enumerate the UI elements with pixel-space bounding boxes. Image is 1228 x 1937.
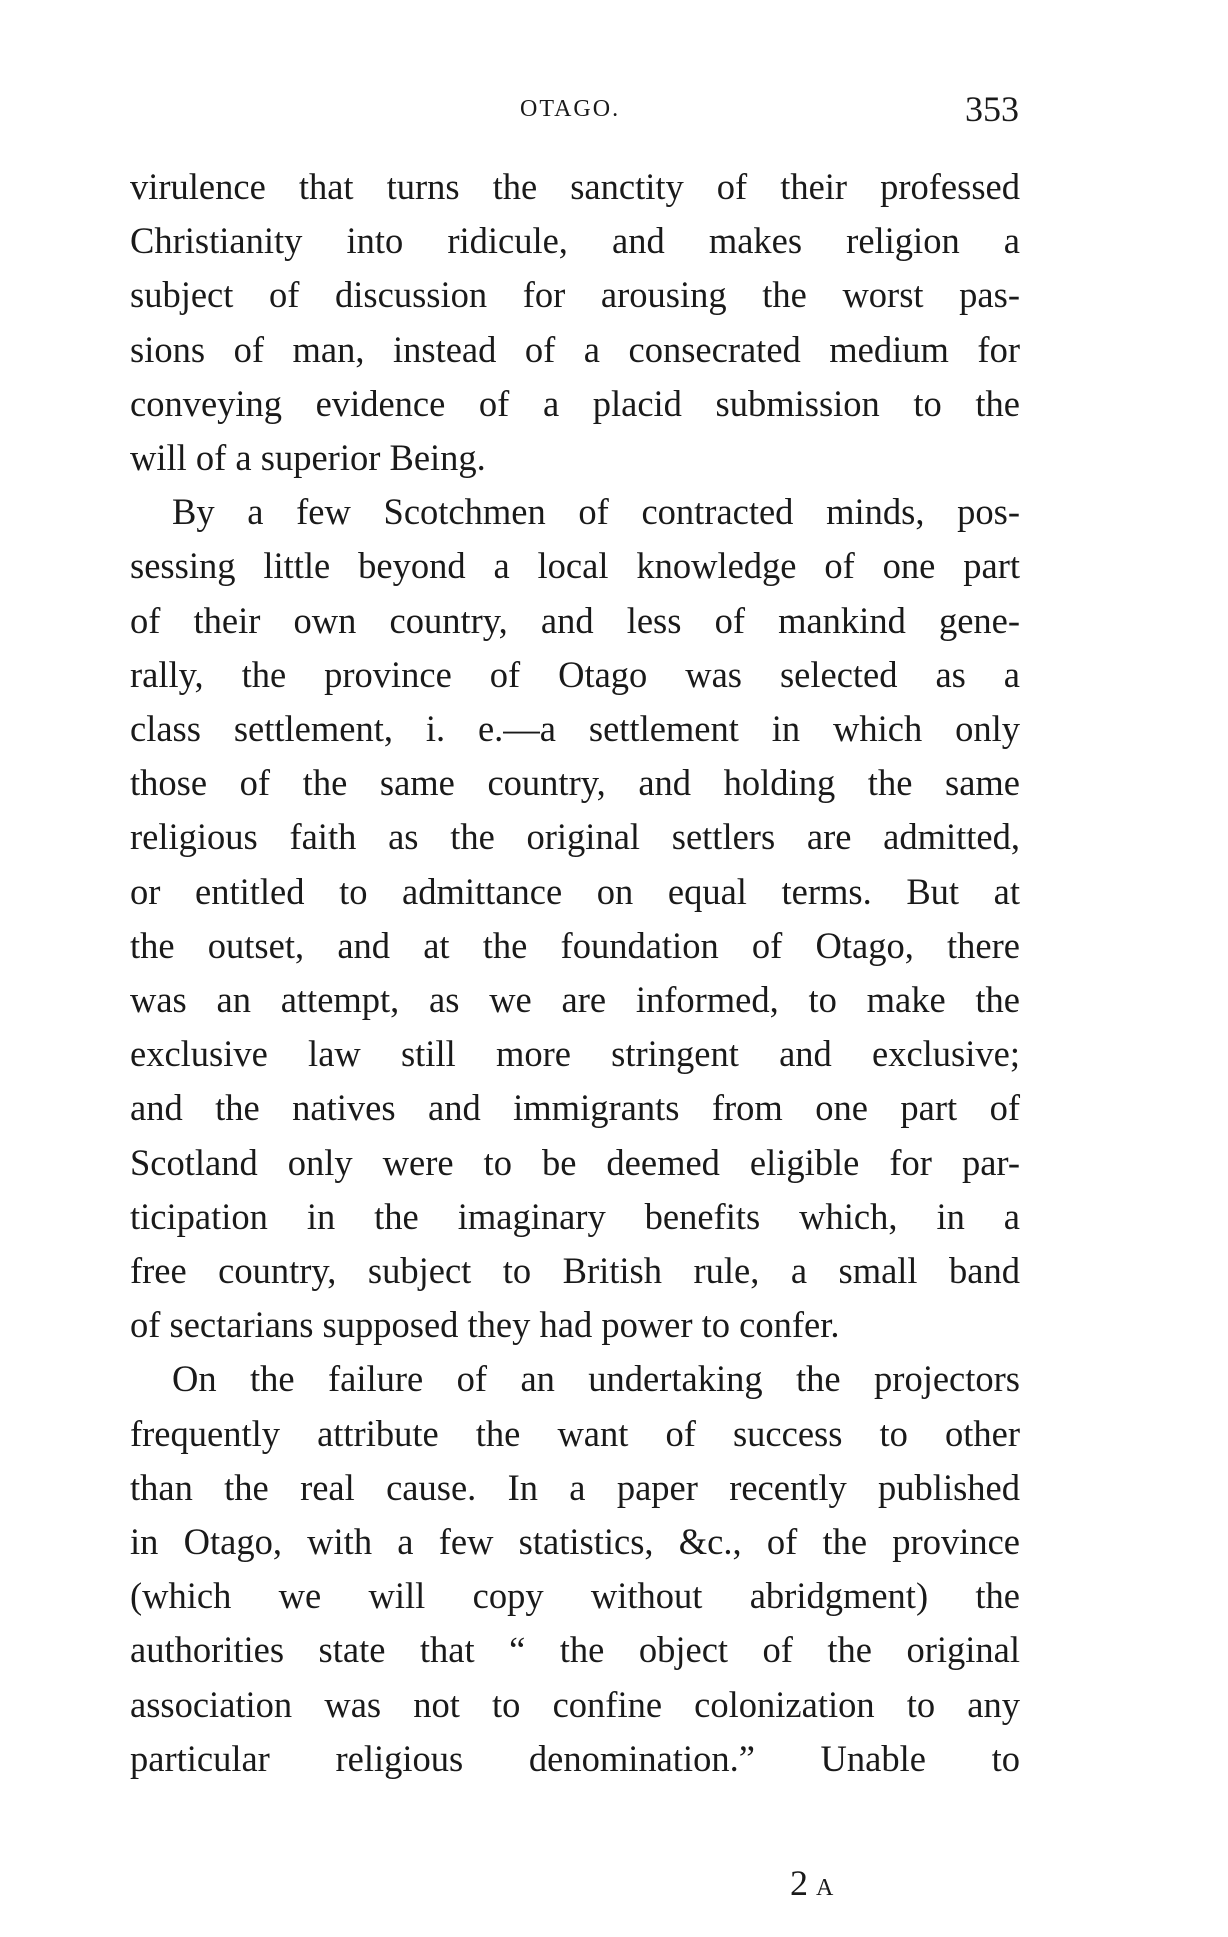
signature-letter: A — [816, 1875, 842, 1901]
text-line: virulence that turns the sanctity of their professed — [130, 166, 1020, 207]
text-line: in Otago, with a few statistics, &c., of the province — [130, 1521, 1020, 1563]
text-line: rally, the province of Otago was selected as a — [130, 653, 1020, 695]
text-line: By a few Scotchmen of contracted minds, pos- — [172, 491, 1020, 533]
text-line: association was not to confine colonization to any — [130, 1683, 1020, 1725]
running-head — [0, 89, 1228, 132]
text-line: conveying evidence of a placid submission to the — [130, 382, 1020, 424]
text-line: Christianity into ridicule, and makes religion a — [130, 220, 1020, 262]
signature-mark — [790, 1862, 841, 1904]
text-line: frequently attribute the want of success to other — [130, 1412, 1020, 1454]
text-line: will of a superior Being. — [130, 437, 486, 479]
page-number: 353 — [965, 89, 1019, 129]
signature-number: 2 — [790, 1863, 816, 1903]
text-line: than the real cause. In a paper recently published — [130, 1466, 1020, 1508]
text-line: or entitled to admittance on equal terms. But at — [130, 870, 1020, 912]
text-line: of their own country, and less of mankind gene- — [130, 599, 1020, 641]
text-line: Scotland only were to be deemed eligible for par- — [130, 1141, 1020, 1183]
text-line: sessing little beyond a local knowledge of one part — [130, 545, 1020, 587]
text-line: the outset, and at the foundation of Otago, there — [130, 924, 1020, 966]
text-line: sions of man, instead of a consecrated medium for — [130, 328, 1020, 370]
text-line: exclusive law still more stringent and exclusive; — [130, 1033, 1020, 1075]
text-line: (which we will copy without abridgment) the — [130, 1575, 1020, 1617]
body-text — [130, 160, 1020, 1786]
text-line: ticipation in the imaginary benefits which, in a — [130, 1195, 1020, 1237]
text-line: those of the same country, and holding the same — [130, 762, 1020, 804]
text-line: class settlement, i. e.—a settlement in which only — [130, 708, 1020, 750]
text-line: of sectarians supposed they had power to confer. — [130, 1304, 840, 1346]
text-line: free country, subject to British rule, a small band — [130, 1250, 1020, 1292]
text-line: was an attempt, as we are informed, to make the — [130, 979, 1020, 1021]
text-line: subject of discussion for arousing the worst pas- — [130, 274, 1020, 316]
text-line: religious faith as the original settlers are admitted, — [130, 816, 1020, 858]
text-line: authorities state that “ the object of the original — [130, 1629, 1020, 1671]
text-line: On the failure of an undertaking the projectors — [172, 1358, 1020, 1400]
text-line: particular religious denomination.” Unable to — [130, 1737, 1020, 1779]
text-line: and the natives and immigrants from one part of — [130, 1087, 1020, 1129]
running-title: OTAGO. — [520, 96, 621, 122]
